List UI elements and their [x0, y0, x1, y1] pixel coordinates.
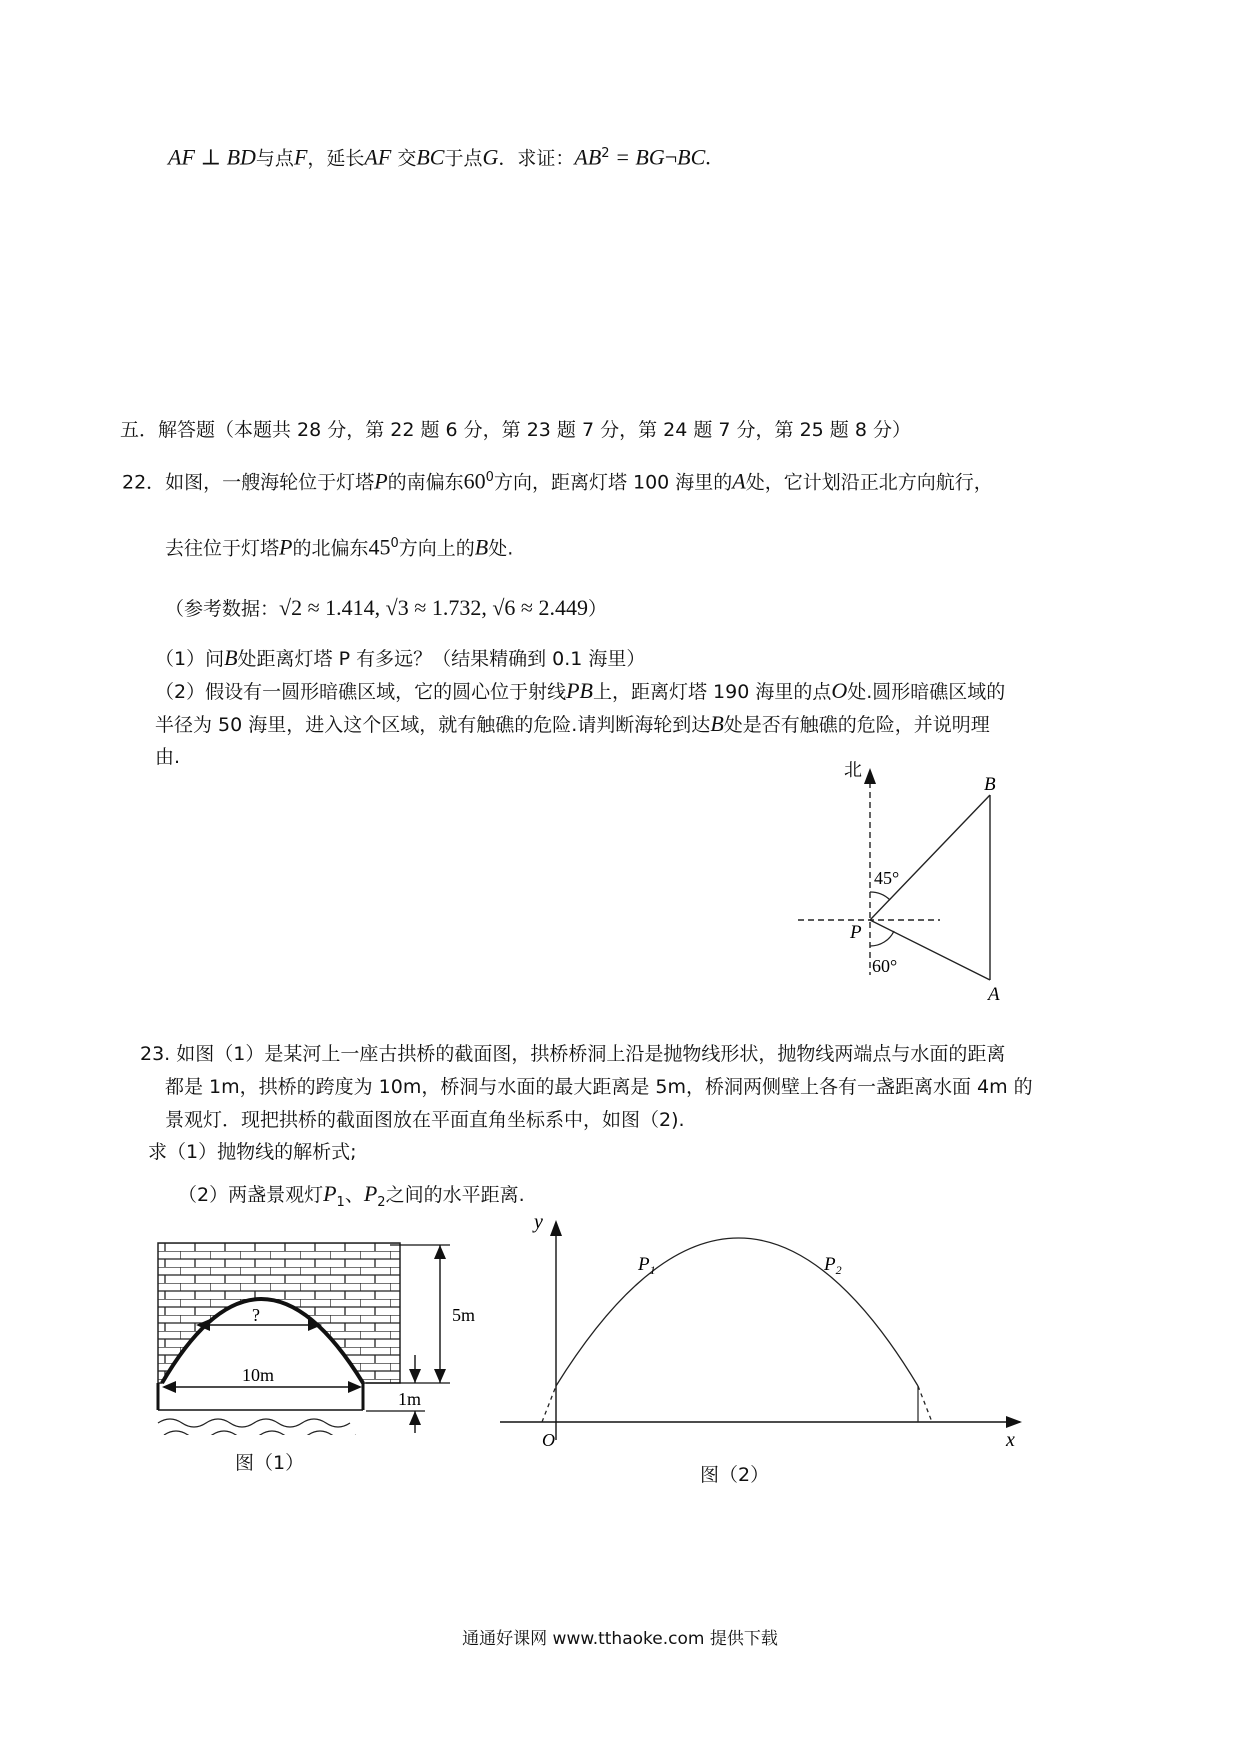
q22-line-1: 22．如图，一艘海轮位于灯塔P的南偏东$60^0$方向，距离灯塔 100 海里的A处，它计划沿正北方向航行， [122, 468, 993, 494]
height-1m-label: 1m [398, 1389, 422, 1409]
y-axis-label: y [534, 1211, 543, 1233]
north-arrow-icon [864, 768, 876, 784]
north-label: 北 [844, 760, 862, 781]
page-footer: 通通好课网 www.tthaoke.com 提供下载 [462, 1629, 778, 1649]
wave [164, 1431, 356, 1435]
q22-part-2-line-1: （2）假设有一圆形暗礁区域，它的圆心位于射线PB上，距离灯塔 190 海里的点O处.圆形暗礁区域的 [155, 678, 1006, 703]
height-5m-label: 5m [452, 1305, 476, 1325]
brick-wall [158, 1243, 400, 1383]
segment-PB [870, 795, 990, 920]
parabola-extension [542, 1386, 556, 1422]
angle-45-arc [870, 892, 890, 900]
coordinate-figure [490, 1210, 1030, 1450]
label-45: 45° [874, 868, 900, 888]
q22-part-2-line-2: 半径为 50 海里，进入这个区域，就有触礁的危险.请判断海轮到达B处是否有触礁的危险，并说明理 [155, 711, 990, 736]
bridge-figure [150, 1235, 480, 1435]
figure-1-caption: 图（1） [235, 1452, 305, 1474]
q23-line-5: （2）两盏景观灯$P_1$、$P_2$之间的水平距离. [178, 1181, 525, 1210]
section-heading: 五．解答题（本题共 28 分，第 22 题 6 分，第 23 题 7 分，第 24 题 7 分，第 25 题 8 分） [120, 419, 911, 441]
label-A: A [988, 984, 1000, 1005]
q22-figure [790, 760, 1020, 1010]
lamp-P1-label: $P_1$ [638, 1254, 656, 1277]
parabola-curve [556, 1238, 918, 1386]
angle-60-arc [870, 931, 894, 946]
q22-reference-data: （参考数据：√2 ≈ 1.414, √3 ≈ 1.732, √6 ≈ 2.449） [165, 595, 607, 620]
arrow-down-icon [409, 1369, 421, 1383]
x-axis-arrow-icon [1006, 1416, 1022, 1428]
x-axis-label: x [1006, 1429, 1015, 1450]
label-P: P [850, 922, 862, 943]
span-unknown-label: ? [252, 1305, 260, 1325]
label-B: B [984, 774, 996, 795]
arrow-right-icon [348, 1381, 362, 1393]
figure-2-caption: 图（2） [700, 1464, 770, 1486]
lamp-P2-label: $P_2$ [824, 1254, 842, 1277]
q22-part-2-line-3: 由. [155, 746, 181, 768]
q23-line-3: 景观灯．现把拱桥的截面图放在平面直角坐标系中，如图（2). [165, 1109, 685, 1131]
q23-line-2: 都是 1m，拱桥的跨度为 10m，桥洞与水面的最大距离是 5m，桥洞两侧壁上各有一盏距离水面 4m 的 [165, 1076, 1033, 1098]
span-label: 10m [242, 1365, 275, 1385]
parabola-extension [918, 1386, 932, 1422]
arrow-up-icon [409, 1411, 421, 1425]
wave [158, 1419, 350, 1427]
q22-line-2: 去往位于灯塔P的北偏东$45^0$方向上的B处. [165, 534, 514, 560]
q23-line-1: 23. 如图（1）是某河上一座古拱桥的截面图，拱桥桥洞上沿是抛物线形状，抛物线两端点与水面的距离 [140, 1043, 1006, 1065]
q23-line-4: 求（1）抛物线的解析式; [148, 1141, 357, 1163]
label-60: 60° [872, 956, 898, 976]
q21-proof-statement: AF ⊥ BD与点F，延长AF 交BC于点G．求证：$AB^2$ = BG¬BC. [168, 144, 711, 170]
arrow-up-icon [434, 1245, 446, 1259]
y-axis-arrow-icon [550, 1220, 562, 1236]
q22-part-1: （1）问B处距离灯塔 P 有多远？（结果精确到 0.1 海里） [155, 645, 646, 670]
origin-label: O [542, 1430, 555, 1450]
arrow-down-icon [434, 1369, 446, 1383]
